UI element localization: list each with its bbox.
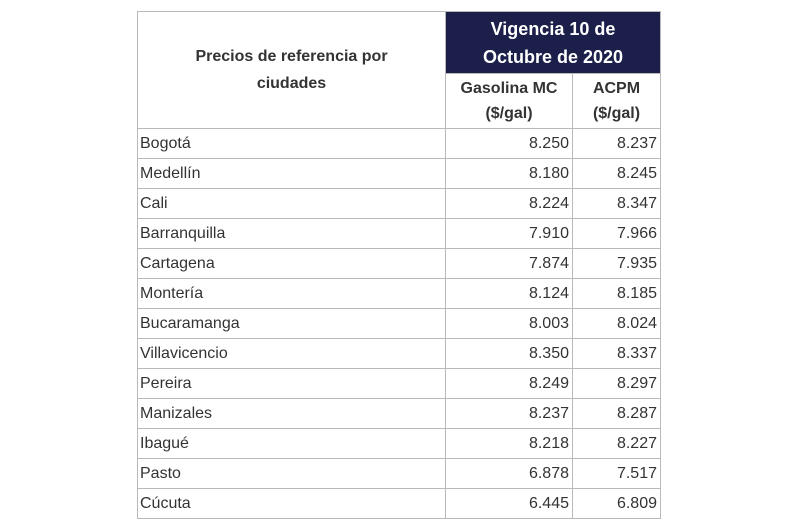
city-cell: Medellín bbox=[138, 159, 446, 189]
table-row bbox=[138, 429, 661, 459]
acpm-header-unit: ($/gal) bbox=[592, 105, 641, 122]
gasolina-price-cell: 8.249 bbox=[446, 369, 573, 399]
acpm-price-cell: 7.517 bbox=[573, 459, 661, 489]
table-row bbox=[138, 459, 661, 489]
gasolina-price-cell: 8.350 bbox=[446, 339, 573, 369]
city-cell: Manizales bbox=[138, 399, 446, 429]
gasolina-header-unit: ($/gal) bbox=[485, 105, 533, 122]
acpm-price-cell: 8.245 bbox=[573, 159, 661, 189]
acpm-price-cell: 6.809 bbox=[573, 489, 661, 519]
city-cell: Cúcuta bbox=[138, 489, 446, 519]
acpm-price-cell: 8.237 bbox=[573, 129, 661, 159]
gasolina-price-cell: 8.250 bbox=[446, 129, 573, 159]
gasolina-header-label: Gasolina MC bbox=[460, 80, 558, 97]
acpm-price-cell: 8.337 bbox=[573, 339, 661, 369]
gasolina-price-cell: 6.878 bbox=[446, 459, 573, 489]
acpm-price-cell: 8.287 bbox=[573, 399, 661, 429]
city-cell: Pereira bbox=[138, 369, 446, 399]
table-row bbox=[138, 279, 661, 309]
fuel-price-table bbox=[137, 11, 661, 519]
acpm-price-cell: 8.185 bbox=[573, 279, 661, 309]
acpm-header-label: ACPM bbox=[592, 80, 641, 97]
city-cell: Ibagué bbox=[138, 429, 446, 459]
table-title-cell bbox=[138, 12, 446, 129]
gasolina-price-cell: 8.180 bbox=[446, 159, 573, 189]
table-row bbox=[138, 339, 661, 369]
vigencia-title: Vigencia 10 de Octubre de 2020 bbox=[482, 18, 624, 67]
gasolina-price-cell: 8.218 bbox=[446, 429, 573, 459]
gasolina-price-cell: 8.237 bbox=[446, 399, 573, 429]
acpm-price-cell: 8.227 bbox=[573, 429, 661, 459]
gasolina-price-cell: 8.224 bbox=[446, 189, 573, 219]
table-row bbox=[138, 129, 661, 159]
city-cell: Cali bbox=[138, 189, 446, 219]
table-row bbox=[138, 399, 661, 429]
gasolina-price-cell: 8.003 bbox=[446, 309, 573, 339]
city-cell: Villavicencio bbox=[138, 339, 446, 369]
acpm-price-cell: 8.024 bbox=[573, 309, 661, 339]
city-cell: Cartagena bbox=[138, 249, 446, 279]
acpm-column-header bbox=[573, 74, 661, 129]
vigencia-header-cell bbox=[446, 12, 661, 74]
city-cell: Bogotá bbox=[138, 129, 446, 159]
city-cell: Pasto bbox=[138, 459, 446, 489]
table-row bbox=[138, 189, 661, 219]
gasolina-price-cell: 7.874 bbox=[446, 249, 573, 279]
table-row bbox=[138, 489, 661, 519]
table-body bbox=[138, 129, 661, 519]
city-cell: Barranquilla bbox=[138, 219, 446, 249]
acpm-price-cell: 8.347 bbox=[573, 189, 661, 219]
table-row bbox=[138, 219, 661, 249]
city-cell: Montería bbox=[138, 279, 446, 309]
acpm-price-cell: 7.966 bbox=[573, 219, 661, 249]
acpm-price-cell: 8.297 bbox=[573, 369, 661, 399]
table-row bbox=[138, 159, 661, 189]
gasolina-price-cell: 7.910 bbox=[446, 219, 573, 249]
acpm-price-cell: 7.935 bbox=[573, 249, 661, 279]
table-row bbox=[138, 369, 661, 399]
city-cell: Bucaramanga bbox=[138, 309, 446, 339]
table-row bbox=[138, 249, 661, 279]
gasolina-price-cell: 6.445 bbox=[446, 489, 573, 519]
table-row bbox=[138, 309, 661, 339]
gasolina-column-header bbox=[446, 74, 573, 129]
table-title: Precios de referencia por ciudades bbox=[195, 48, 388, 92]
gasolina-price-cell: 8.124 bbox=[446, 279, 573, 309]
